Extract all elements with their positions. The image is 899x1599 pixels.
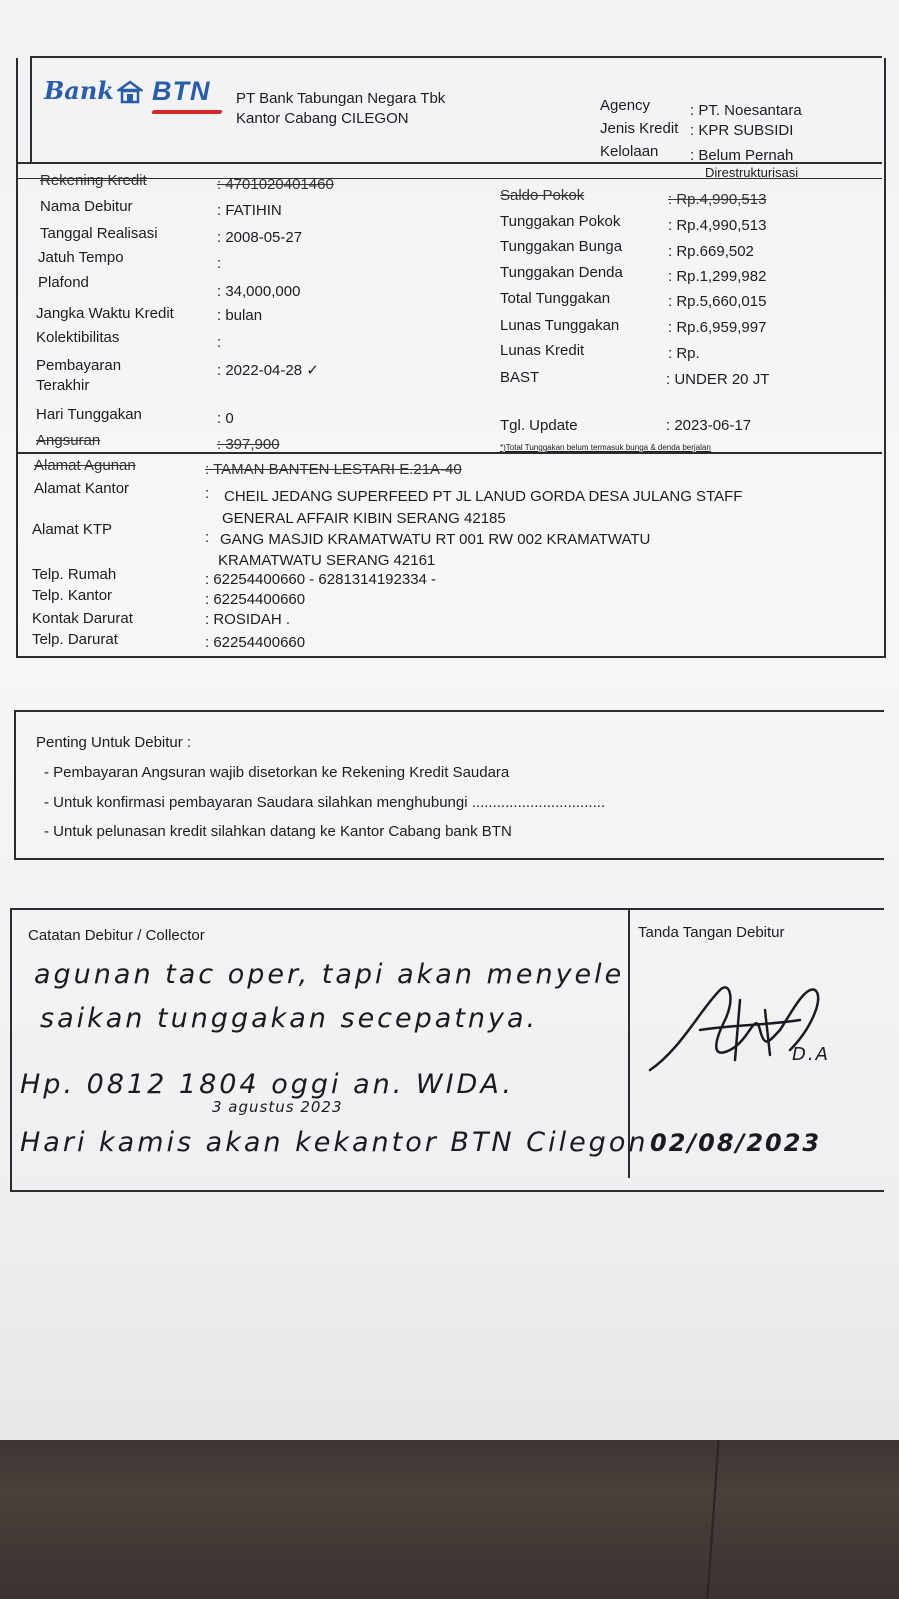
agency-value: : PT. Noesantara bbox=[690, 102, 802, 119]
tanggal-realisasi-label: Tanggal Realisasi bbox=[40, 225, 158, 242]
jatuh-tempo-label: Jatuh Tempo bbox=[38, 249, 124, 266]
pembayaran-terakhir-label-2: Terakhir bbox=[36, 377, 90, 394]
signature-title: Tanda Tangan Debitur bbox=[638, 924, 785, 941]
kontak-darurat-value: : ROSIDAH . bbox=[205, 611, 291, 628]
alamat-agunan-value: : TAMAN BANTEN LESTARI E.21A-40 bbox=[205, 461, 462, 478]
jatuh-tempo-value: : bbox=[217, 255, 222, 272]
kelolaan-value: : Belum Pernah bbox=[690, 147, 794, 164]
footnote: *)Total Tunggakan belum termasuk bunga & denda berjalan bbox=[500, 443, 711, 452]
branch-name: Kantor Cabang CILEGON bbox=[236, 110, 409, 127]
angsuran-value: : 397,900 bbox=[217, 436, 280, 453]
pembayaran-terakhir-value: : 2022-04-28 ✓ bbox=[217, 362, 319, 379]
alamat-ktp-line1: GANG MASJID KRAMATWATU RT 001 RW 002 KRAMATWATU bbox=[220, 531, 651, 548]
header-top-border bbox=[30, 56, 882, 58]
rekening-kredit-value: : 4701020401460 bbox=[217, 176, 334, 193]
handwritten-line-3: Hp. 0812 1804 oggi an. WIDA. bbox=[20, 1069, 514, 1100]
handwritten-line-4: Hari kamis akan kekantor BTN Cilegon bbox=[20, 1127, 649, 1158]
agency-label: Agency bbox=[600, 97, 651, 114]
fields-divider bbox=[16, 452, 882, 454]
plafond-label: Plafond bbox=[38, 274, 89, 291]
telp-rumah-value: : 62254400660 - 6281314192334 - bbox=[205, 571, 437, 588]
kelolaan-value-2: Direstrukturisasi bbox=[705, 165, 799, 180]
notice-item-1: - Pembayaran Angsuran wajib disetorkan ke Rekening Kredit Saudara bbox=[44, 764, 510, 781]
angsuran-label: Angsuran bbox=[36, 432, 101, 449]
tanggal-realisasi-value: : 2008-05-27 bbox=[217, 229, 303, 246]
tgl-update-value: : 2023-06-17 bbox=[666, 417, 752, 434]
telp-darurat-label: Telp. Darurat bbox=[32, 631, 118, 648]
alamat-kantor-label: Alamat Kantor bbox=[34, 480, 130, 497]
tunggakan-pokok-label: Tunggakan Pokok bbox=[500, 213, 621, 230]
plafond-value: : 34,000,000 bbox=[217, 283, 301, 300]
pembayaran-terakhir-label: Pembayaran bbox=[36, 357, 122, 374]
tunggakan-denda-value: : Rp.1,299,982 bbox=[668, 268, 767, 285]
hari-tunggakan-value: : 0 bbox=[217, 410, 234, 427]
lunas-tunggakan-value: : Rp.6,959,997 bbox=[668, 319, 767, 336]
kolektibilitas-value: : bbox=[217, 334, 222, 351]
telp-darurat-value: : 62254400660 bbox=[205, 634, 306, 651]
saldo-pokok-label: Saldo Pokok bbox=[500, 187, 585, 204]
handwritten-line-2: saikan tunggakan secepatnya. bbox=[40, 1003, 539, 1034]
header-left-border bbox=[30, 56, 32, 164]
alamat-agunan-label: Alamat Agunan bbox=[34, 457, 136, 474]
alamat-ktp-line2: KRAMATWATU SERANG 42161 bbox=[218, 552, 436, 569]
signature-initials: D.A bbox=[792, 1044, 830, 1065]
kolektibilitas-label: Kolektibilitas bbox=[36, 329, 120, 346]
tunggakan-bunga-value: : Rp.669,502 bbox=[668, 243, 754, 260]
signature-scribble bbox=[640, 970, 840, 1090]
hari-tunggakan-label: Hari Tunggakan bbox=[36, 406, 142, 423]
handwritten-insert: 3 agustus 2023 bbox=[212, 1098, 343, 1116]
logo-swoosh bbox=[151, 110, 222, 114]
tgl-update-label: Tgl. Update bbox=[500, 417, 578, 434]
lunas-tunggakan-label: Lunas Tunggakan bbox=[500, 317, 620, 334]
btn-logo-word: BTN bbox=[152, 76, 211, 106]
kontak-darurat-label: Kontak Darurat bbox=[32, 610, 133, 627]
lunas-kredit-label: Lunas Kredit bbox=[500, 342, 585, 359]
alamat-kantor-colon: : bbox=[205, 485, 210, 502]
bast-label: BAST bbox=[500, 369, 540, 386]
jangka-waktu-value: : bulan bbox=[217, 307, 263, 324]
handwritten-line-1: agunan tac oper, tapi akan menyele bbox=[34, 959, 625, 990]
notes-title: Catatan Debitur / Collector bbox=[28, 927, 205, 944]
tunggakan-bunga-label: Tunggakan Bunga bbox=[500, 238, 623, 255]
signature-date: 02/08/2023 bbox=[650, 1129, 822, 1157]
kelolaan-label: Kelolaan bbox=[600, 143, 659, 160]
nama-debitur-label: Nama Debitur bbox=[40, 198, 133, 215]
alamat-kantor-line2: GENERAL AFFAIR KIBIN SERANG 42185 bbox=[222, 510, 506, 527]
rekening-kredit-label: Rekening Kredit bbox=[40, 172, 147, 189]
total-tunggakan-label: Total Tunggakan bbox=[500, 290, 611, 307]
tunggakan-denda-label: Tunggakan Denda bbox=[500, 264, 623, 281]
tunggakan-pokok-value: : Rp.4,990,513 bbox=[668, 217, 767, 234]
notice-item-2: - Untuk konfirmasi pembayaran Saudara silahkan menghubungi ................................ bbox=[44, 794, 606, 811]
jangka-waktu-label: Jangka Waktu Kredit bbox=[36, 305, 174, 322]
notice-title: Penting Untuk Debitur : bbox=[36, 734, 192, 751]
bank-logo-word: Bank bbox=[44, 76, 114, 105]
bank-logo-icon bbox=[117, 80, 143, 104]
total-tunggakan-value: : Rp.5,660,015 bbox=[668, 293, 767, 310]
floor-background bbox=[0, 1440, 899, 1599]
jenis-kredit-label: Jenis Kredit bbox=[600, 120, 679, 137]
lunas-kredit-value: : Rp. bbox=[668, 345, 700, 362]
alamat-kantor-line1: CHEIL JEDANG SUPERFEED PT JL LANUD GORDA DESA JULANG STAFF bbox=[224, 488, 743, 505]
bast-value: : UNDER 20 JT bbox=[666, 371, 770, 388]
telp-rumah-label: Telp. Rumah bbox=[32, 566, 117, 583]
telp-kantor-label: Telp. Kantor bbox=[32, 587, 113, 604]
company-name: PT Bank Tabungan Negara Tbk bbox=[236, 90, 446, 107]
alamat-ktp-colon: : bbox=[205, 529, 210, 546]
nama-debitur-value: : FATIHIN bbox=[217, 202, 282, 219]
jenis-kredit-value: : KPR SUBSIDI bbox=[690, 122, 794, 139]
saldo-pokok-value: : Rp.4,990,513 bbox=[668, 191, 767, 208]
alamat-ktp-label: Alamat KTP bbox=[32, 521, 113, 538]
telp-kantor-value: : 62254400660 bbox=[205, 591, 306, 608]
notice-item-3: - Untuk pelunasan kredit silahkan datang ke Kantor Cabang bank BTN bbox=[44, 823, 512, 840]
